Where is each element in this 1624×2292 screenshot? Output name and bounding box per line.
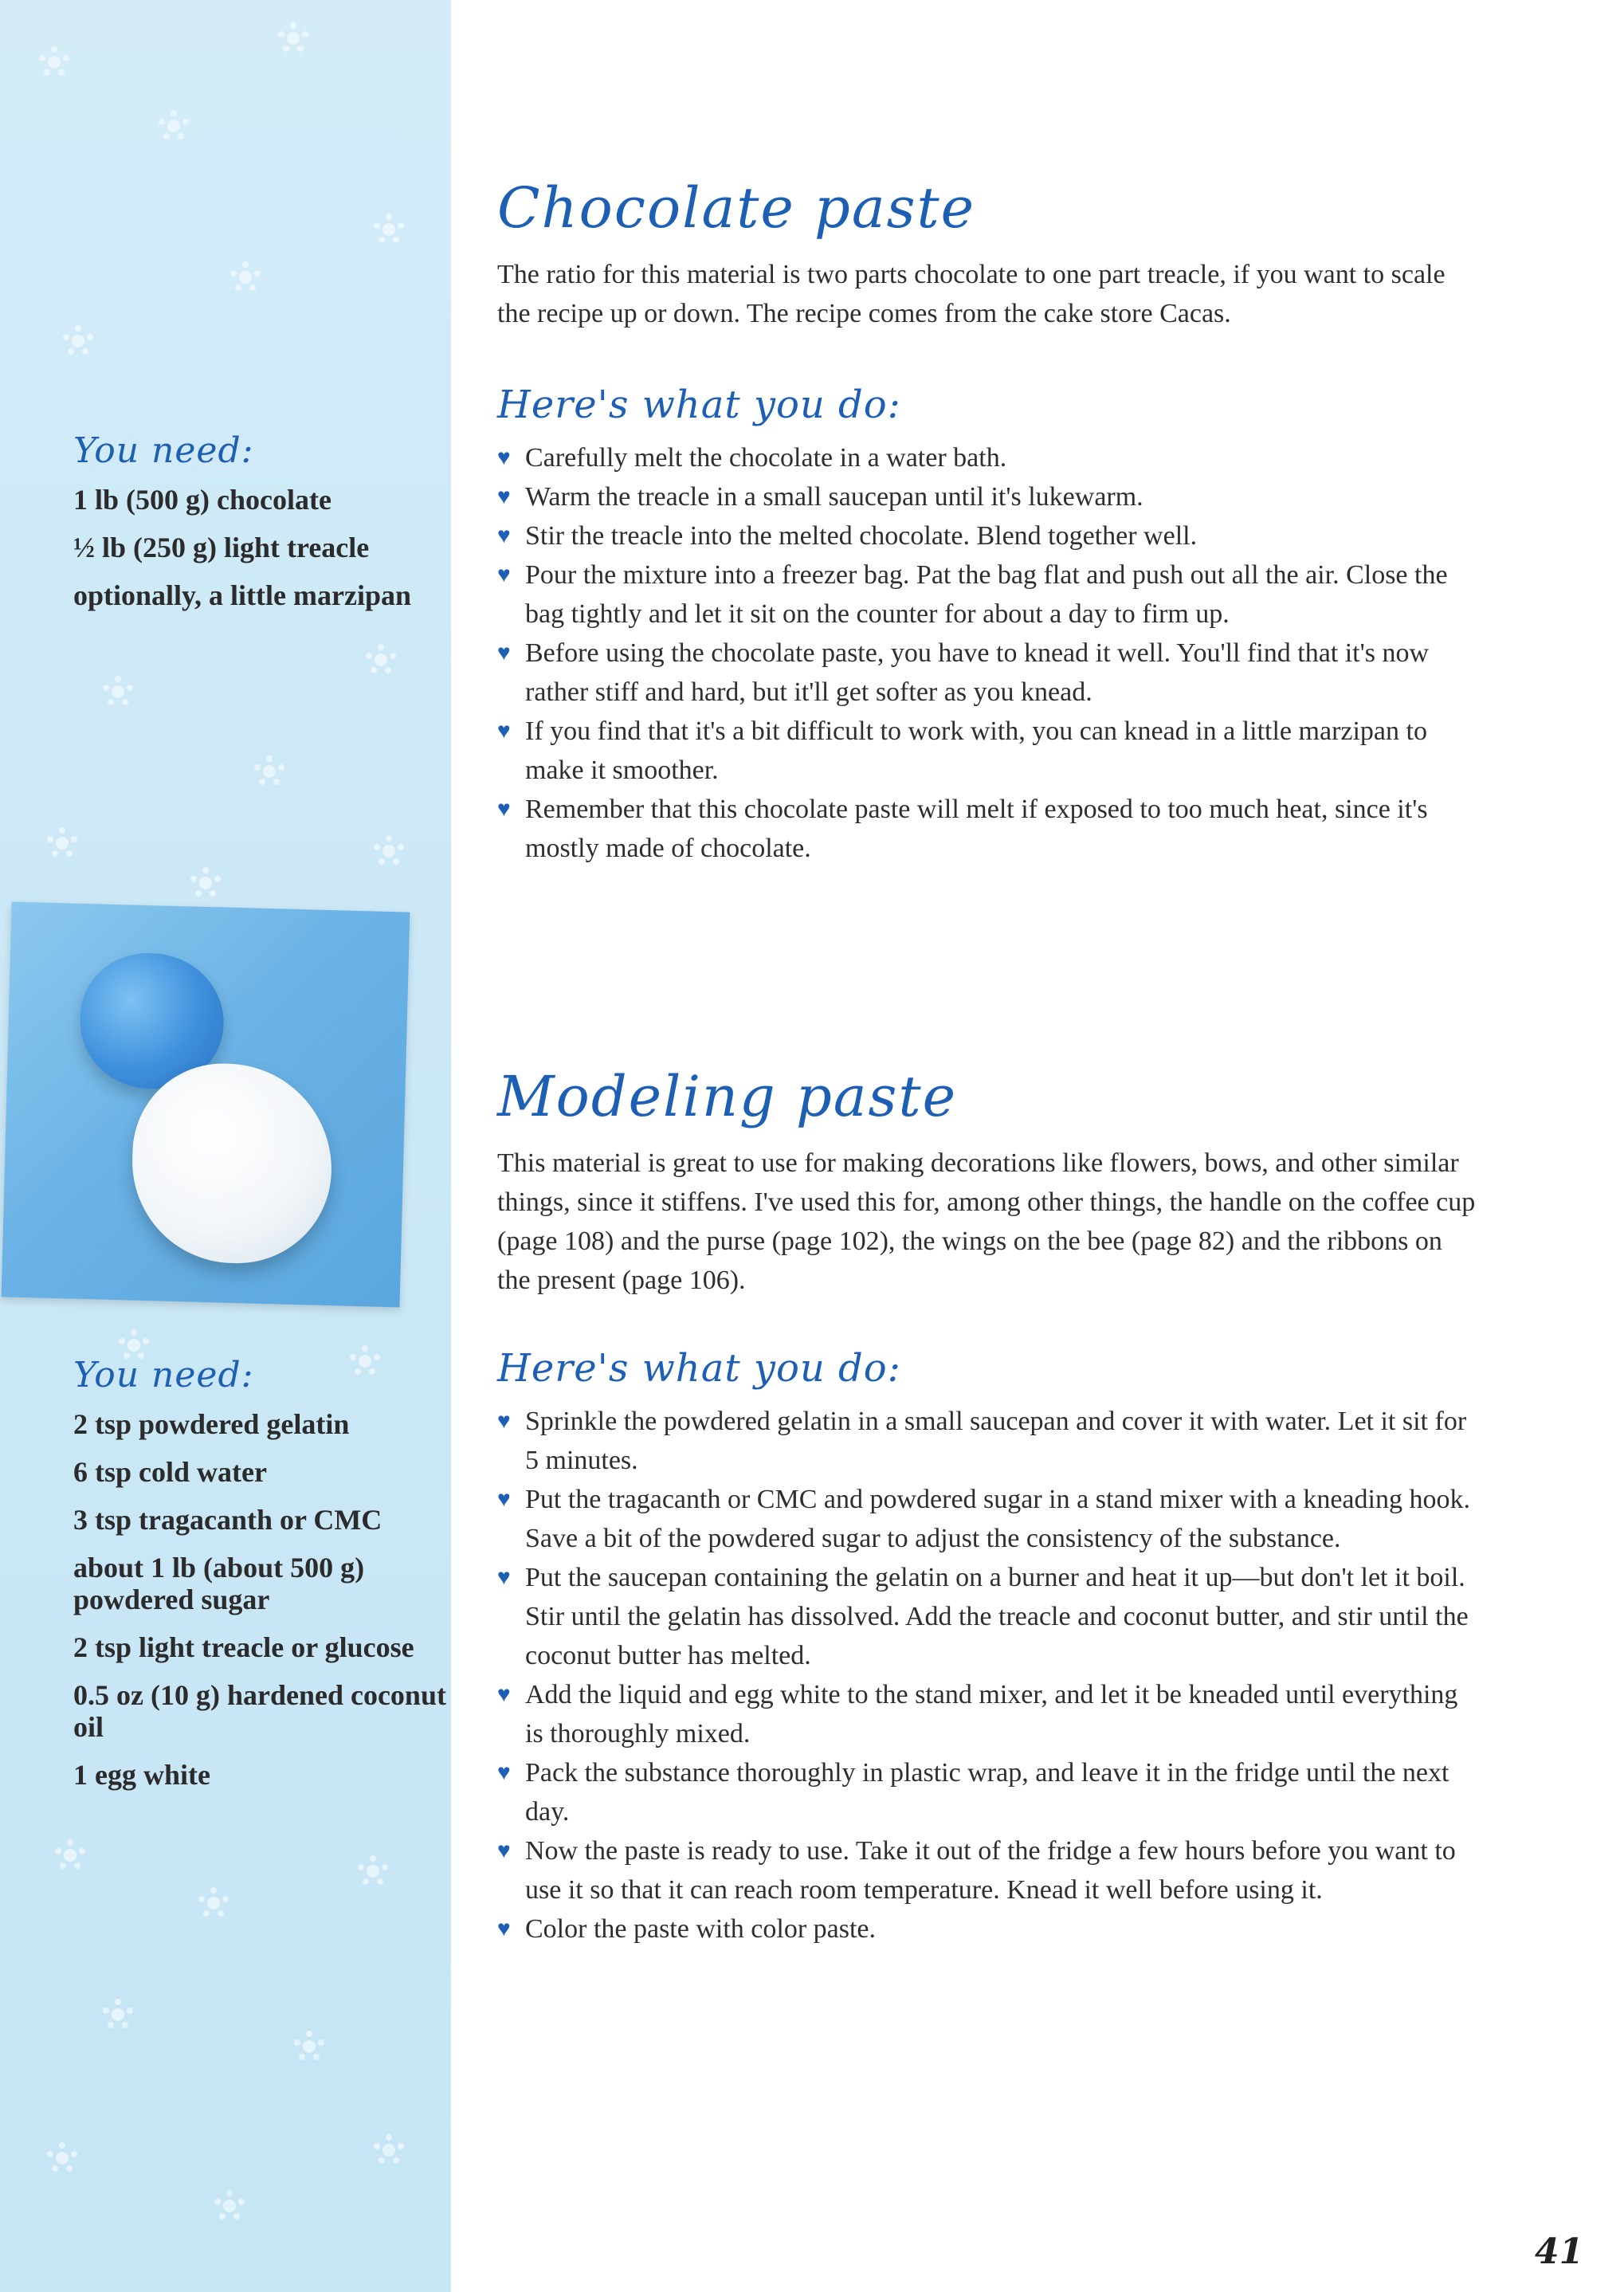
flower-pattern: [382, 845, 395, 858]
heart-icon: ♥: [497, 1760, 511, 1785]
step-text: Before using the chocolate paste, you have to knead it well. You'll find that it's now rather stiff and hard, but it'll get softer as you knead.: [525, 638, 1430, 707]
modeling-needs: [73, 1355, 448, 1807]
flower-pattern: [48, 56, 61, 69]
step-item: [497, 634, 1477, 712]
flower-pattern: [56, 2152, 69, 2164]
needs-item: 2 tsp powdered gelatin: [73, 1408, 350, 1440]
modeling-section: [497, 1064, 1477, 1949]
flower-pattern: [263, 765, 276, 778]
heart-icon: ♥: [497, 563, 511, 587]
flower-pattern: [72, 335, 84, 347]
step-text: Pour the mixture into a freezer bag. Pat the bag flat and push out all the air. Close the bag tightly and let it sit on the counter for about a day to firm up.: [525, 560, 1448, 629]
heart-icon: ♥: [497, 445, 511, 470]
heart-icon: ♥: [497, 797, 511, 822]
step-item: [497, 1480, 1477, 1558]
flower-pattern: [239, 271, 252, 284]
white-paste-ball: [130, 1062, 334, 1266]
page-number: 41: [1535, 2231, 1584, 2272]
needs-heading: You need:: [73, 430, 254, 471]
steps-list: [497, 438, 1477, 868]
step-text: Pack the substance thoroughly in plastic wrap, and leave it in the fridge until the next day.: [525, 1758, 1449, 1827]
step-item: [497, 1909, 1477, 1949]
section-title: Chocolate paste: [497, 175, 976, 241]
heart-icon: ♥: [497, 641, 511, 665]
step-item: [497, 790, 1477, 868]
needs-item: 1 lb (500 g) chocolate: [73, 484, 331, 516]
step-item: [497, 516, 1477, 555]
step-item: [497, 1753, 1477, 1831]
step-text: Remember that this chocolate paste will melt if exposed to too much heat, since it's mostly made of chocolate.: [525, 795, 1428, 863]
flower-pattern: [382, 2144, 395, 2157]
paste-photo: [2, 902, 410, 1308]
step-item: [497, 712, 1477, 790]
needs-item: ½ lb (250 g) light treacle: [73, 532, 370, 563]
steps-heading: Here's what you do:: [497, 383, 901, 427]
step-text: Add the liquid and egg white to the stand mixer, and let it be kneaded until everything is thoroughly mixed.: [525, 1680, 1458, 1748]
needs-item: about 1 lb (about 500 g) powdered sugar: [73, 1552, 365, 1615]
flower-pattern: [207, 1897, 220, 1909]
needs-item: 2 tsp light treacle or glucose: [73, 1631, 414, 1663]
step-text: Carefully melt the chocolate in a water bath.: [525, 443, 1007, 473]
step-text: Sprinkle the powdered gelatin in a small saucepan and cover it with water. Let it sit for 5 minutes.: [525, 1407, 1467, 1475]
step-text: Put the tragacanth or CMC and powdered sugar in a stand mixer with a kneading hook. Save a bit of the powdered sugar to adjust the consistency of the substance.: [525, 1485, 1470, 1553]
heart-icon: ♥: [497, 1565, 511, 1590]
heart-icon: ♥: [497, 1409, 511, 1434]
step-text: Warm the treacle in a small saucepan until it's lukewarm.: [525, 482, 1143, 512]
flower-pattern: [64, 1849, 76, 1862]
step-text: Put the saucepan containing the gelatin on a burner and heat it up—but don't let it boil. Stir until the gelatin has dissolved. Add the treacle and coconut butter, and stir until the coconut butter has melted.: [525, 1563, 1469, 1670]
flower-pattern: [112, 685, 124, 698]
step-item: [497, 477, 1477, 516]
section-title: Modeling paste: [497, 1064, 957, 1129]
flower-pattern: [367, 1865, 379, 1878]
step-text: Color the paste with color paste.: [525, 1914, 877, 1944]
section-intro: The ratio for this material is two parts chocolate to one part treacle, if you want to scale the recipe up or down. The recipe comes from the cake store Cacas.: [497, 260, 1446, 328]
flower-pattern: [127, 1339, 140, 1352]
flower-pattern: [56, 837, 69, 850]
flower-pattern: [223, 2200, 236, 2212]
flower-pattern: [382, 223, 395, 236]
flower-pattern: [112, 2008, 124, 2021]
needs-list: [73, 484, 448, 611]
flower-pattern: [199, 877, 212, 889]
needs-heading: You need:: [73, 1355, 254, 1395]
flower-pattern: [287, 32, 300, 45]
step-item: [497, 1675, 1477, 1753]
step-item: [497, 438, 1477, 477]
section-intro: This material is great to use for making decorations like flowers, bows, and other similar things, since it stiffens. I've used this for, among other things, the handle on the coffee cup (page 108) and the purse (page 102), the wings on the bee (page 82) and the ribbons on the present (page 106).: [497, 1148, 1476, 1295]
flower-pattern: [167, 120, 180, 132]
flower-pattern: [375, 653, 387, 666]
needs-item: 6 tsp cold water: [73, 1456, 267, 1488]
step-text: Now the paste is ready to use. Take it out of the fridge a few hours before you want to use it so that it can reach room temperature. Knead it well before using it.: [525, 1836, 1456, 1905]
heart-icon: ♥: [497, 1839, 511, 1863]
heart-icon: ♥: [497, 1682, 511, 1707]
chocolate-needs: [73, 430, 448, 627]
heart-icon: ♥: [497, 524, 511, 548]
step-text: If you find that it's a bit difficult to work with, you can knead in a little marzipan to make it smoother.: [525, 716, 1427, 785]
heart-icon: ♥: [497, 1487, 511, 1512]
sidebar-panel: [0, 0, 451, 2292]
heart-icon: ♥: [497, 1917, 511, 1941]
step-item: [497, 1558, 1477, 1675]
needs-item: 0.5 oz (10 g) hardened coconut oil: [73, 1679, 446, 1743]
step-item: [497, 1402, 1477, 1480]
chocolate-section: [497, 175, 1477, 868]
needs-item: 3 tsp tragacanth or CMC: [73, 1504, 382, 1536]
needs-list: [73, 1408, 448, 1791]
step-text: Stir the treacle into the melted chocolate. Blend together well.: [525, 521, 1198, 551]
flower-pattern: [303, 2040, 316, 2053]
steps-list: [497, 1402, 1477, 1949]
heart-icon: ♥: [497, 719, 511, 744]
needs-item: optionally, a little marzipan: [73, 579, 412, 611]
steps-heading: Here's what you do:: [497, 1346, 901, 1391]
needs-item: 1 egg white: [73, 1759, 210, 1791]
step-item: [497, 555, 1477, 634]
heart-icon: ♥: [497, 485, 511, 509]
step-item: [497, 1831, 1477, 1909]
